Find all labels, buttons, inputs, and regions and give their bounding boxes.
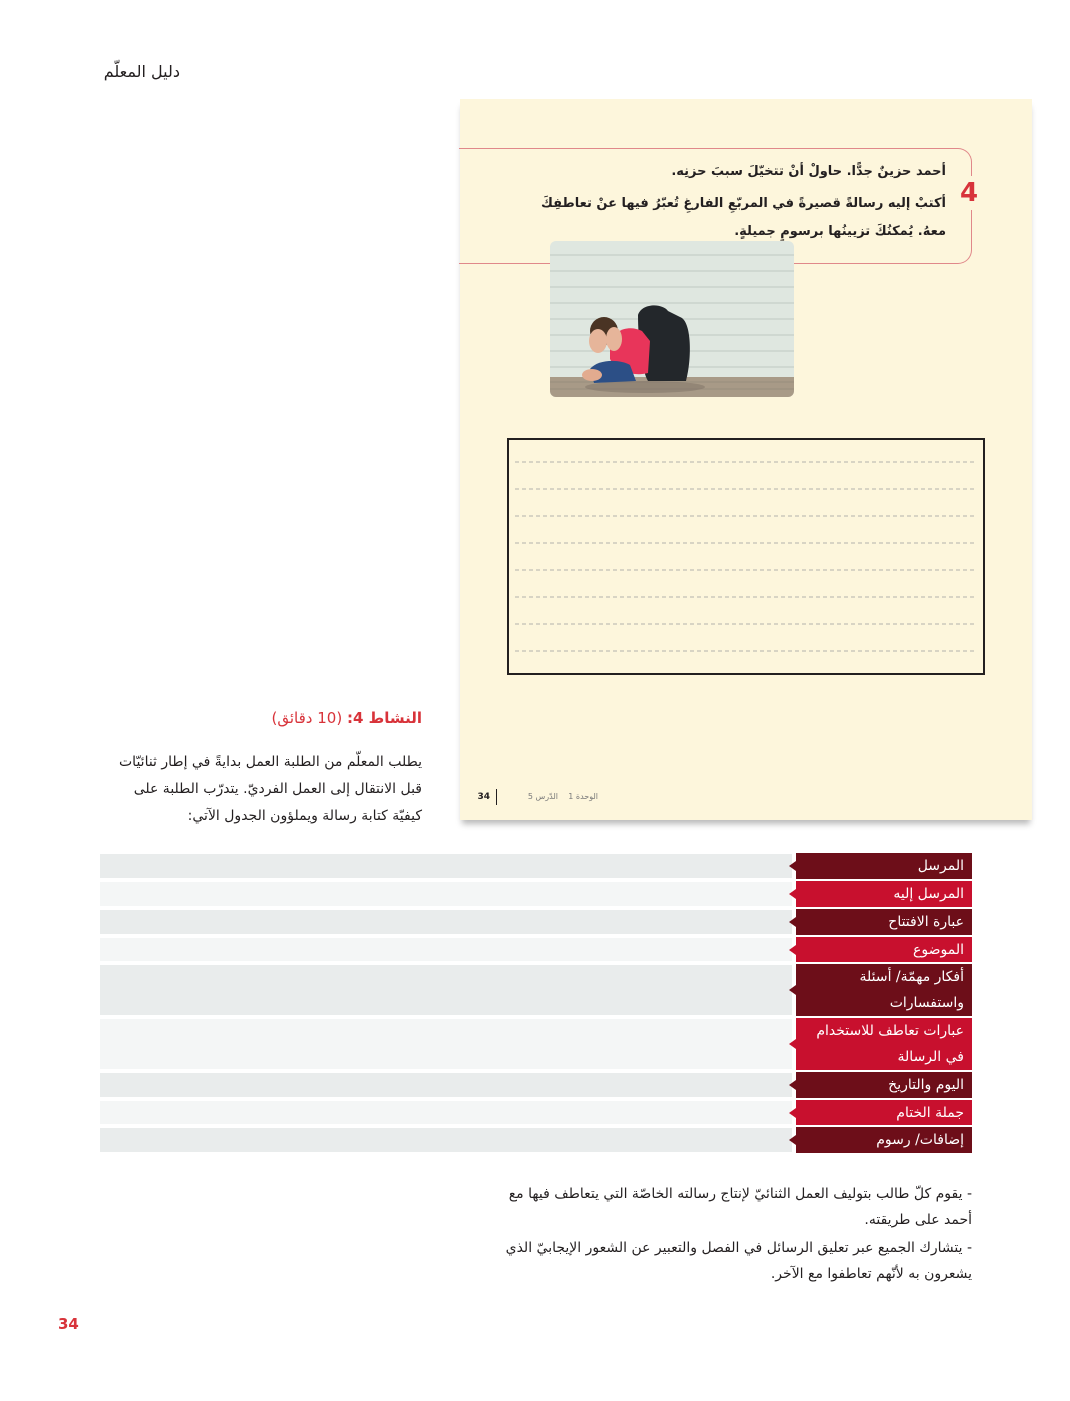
table-row <box>96 852 972 880</box>
answer-cell <box>100 1101 792 1124</box>
row-label: إضافات/ رسوم <box>796 1127 972 1153</box>
student-page-number: 34 <box>477 792 490 802</box>
activity-title <box>200 709 422 727</box>
activity-duration: (10 دقائق) <box>271 709 343 727</box>
row-arrow <box>789 1080 796 1090</box>
activity-label: النشاط 4: <box>346 709 422 727</box>
answer-cell <box>100 1019 792 1069</box>
answer-cell <box>100 910 792 934</box>
sad-boy-photo <box>550 241 794 397</box>
bullet-item: - يتشارك الجميع عبر تعليق الرسائل في الفصل والتعبير عن الشعور الإيجابيّ الذي يشعرون به لأنّهم تعاطفوا مع الآخر. <box>505 1240 972 1282</box>
row-arrow <box>789 917 796 927</box>
question-line-1: أحمد حزينٌ جدًّا. حاولْ أنْ تتخيّلَ سببَ حزنِه. <box>671 164 946 179</box>
table-row <box>96 1099 972 1126</box>
answer-cell <box>100 1073 792 1097</box>
letter-planning-table <box>96 852 972 1154</box>
row-arrow <box>789 1135 796 1145</box>
table-row <box>96 908 972 936</box>
table-row <box>96 1017 972 1071</box>
table-row <box>96 936 972 963</box>
footer-unit: الوحدة 1 <box>568 792 598 801</box>
row-label: المرسل إليه <box>796 881 972 907</box>
footer-lesson: الدّرس 5 <box>527 792 558 801</box>
row-arrow <box>789 985 796 995</box>
guide-title: دليل المعلّم <box>103 62 180 81</box>
row-label: أفكار مهمّة/ أسئلة واستفسارات <box>796 964 972 1016</box>
question-line-2: أكتبْ إليه رسالةً قصيرةً في المربّعِ الفارغِ تُعبّرُ فيها عنْ تعاطفِكَ معهُ. يُمكنُكَ تزيينُها برسومٍ جميلةٍ. <box>541 196 946 239</box>
answer-cell <box>100 882 792 906</box>
question-text <box>520 158 946 246</box>
row-label: اليوم والتاريخ <box>796 1072 972 1098</box>
row-label: الموضوع <box>796 937 972 962</box>
table-row <box>96 1071 972 1099</box>
answer-cell <box>100 854 792 878</box>
row-arrow <box>789 861 796 871</box>
row-arrow <box>789 889 796 899</box>
answer-cell <box>100 938 792 961</box>
student-page-footer <box>478 789 598 809</box>
row-arrow <box>789 1039 796 1049</box>
page-number: 34 <box>58 1315 79 1333</box>
footer-divider <box>496 789 497 805</box>
answer-cell <box>100 1128 792 1152</box>
row-label: عبارة الافتتاح <box>796 909 972 935</box>
bullet-item: - يقوم كلّ طالب بتوليف العمل الثنائيّ لإنتاج رسالته الخاصّة التي يتعاطف فيها مع أحمد على طريقته. <box>508 1186 972 1228</box>
question-number: 4 <box>954 176 984 210</box>
instruction-bullets <box>480 1181 972 1289</box>
row-label: جملة الختام <box>796 1100 972 1125</box>
writing-box <box>507 438 985 675</box>
row-arrow <box>789 1108 796 1118</box>
table-row <box>96 963 972 1017</box>
row-arrow <box>789 945 796 955</box>
row-label: عبارات تعاطف للاستخدام في الرسالة <box>796 1018 972 1070</box>
answer-cell <box>100 965 792 1015</box>
activity-description: يطلب المعلّم من الطلبة العمل بدايةً في إطار ثنائيّات قبل الانتقال إلى العمل الفرديّ. يتدرّب الطلبة على كيفيّة كتابة رسالة ويملؤون الجدول الآتي: <box>119 754 422 824</box>
row-label: المرسل <box>796 853 972 879</box>
table-row <box>96 1126 972 1154</box>
table-row <box>96 880 972 908</box>
